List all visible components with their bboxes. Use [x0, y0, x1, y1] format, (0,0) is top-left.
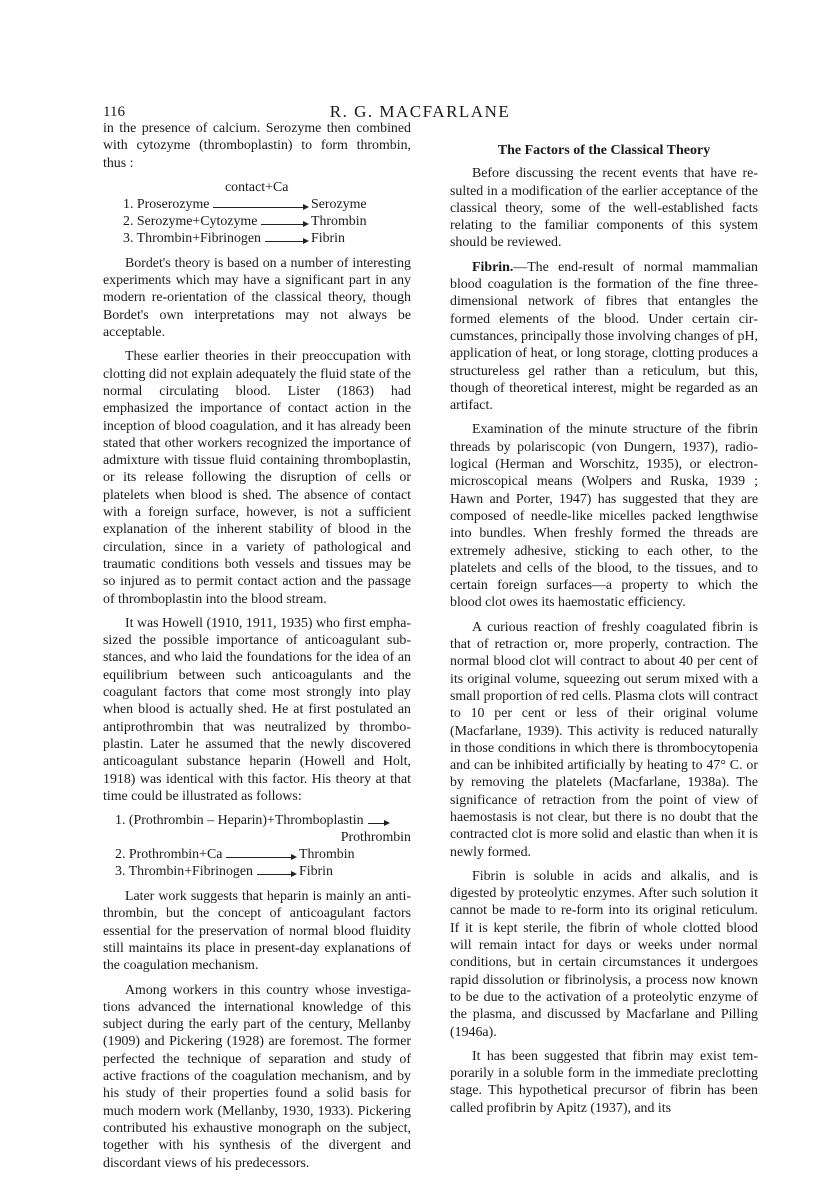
run-in-heading: Fibrin.	[472, 259, 514, 275]
arrow-icon	[368, 823, 388, 824]
scheme-row	[103, 812, 411, 829]
reactants: 2. Prothrombin+Ca	[115, 847, 223, 863]
paragraph-text: —The end-result of normal mammalian blood coagulation is the formation of the fine three-dimensional network of fibres that entangles the formed elements of the blood. Under certain circumstances, principally those involving changes of pH, application of heat, or long storage, clotting produces a structureless gel rather than a reticulum, but this, though of theoretical interest, might be regarded as an artifact.	[450, 259, 758, 414]
paragraph: Later work suggests that heparin is mainly an antithrombin, but the concept of anticoagulant factors essential for the preservation of normal blood fluidity still maintains its place in present-day explanations of the coagulation mechanism.	[103, 889, 411, 974]
scheme-row-continued	[103, 829, 411, 846]
left-column	[103, 120, 411, 1179]
product: Thrombin	[299, 847, 355, 863]
paragraph: Before discussing the recent events that have resulted in a modification of the earlier acceptance of the classical theory, some of the well-established facts relating to the familiar components of this system should be reviewed.	[450, 166, 758, 251]
howell-scheme	[103, 812, 411, 880]
scheme-row	[103, 213, 411, 230]
product: Prothrombin	[340, 830, 411, 846]
arrow-icon	[257, 874, 295, 875]
product: Fibrin	[299, 864, 333, 880]
scheme-row	[103, 863, 411, 880]
product: Fibrin	[311, 230, 345, 246]
reactants: 2. Serozyme+Cytozyme	[123, 213, 258, 229]
paragraph: Examination of the minute structure of the fibrin threads by polariscopic (von Dungern, 1937), radiological (Herman and Worschitz, 1935), or electron-microscopical means (Wolpers and Ruska, 1939 ; Hawn and Porter, 1947) has suggested that they are composed of needle-like micelles packed lengthwise into bundles. When freshly formed the threads are extremely adhesive, sticking to each other, to the platelets and cells of the blood, to the tissues, and to certain foreign surfaces—a property to which the blood clot owes its haemostatic efficiency.	[450, 422, 758, 611]
paragraph: in the presence of calcium. Serozyme then combined with cytozyme (thromboplastin) to form thrombin, thus :	[103, 121, 411, 171]
paragraph: Bordet's theory is based on a number of interesting experiments which may have a significant part in any modern re-orientation of the classical theory, though Bordet's own interpretations may not always be acceptable.	[103, 255, 411, 341]
page-number: 116	[103, 104, 125, 120]
arrow-icon	[226, 857, 295, 858]
bordet-scheme	[103, 179, 411, 247]
paragraph: These earlier theories in their preoccupation with clotting did not explain adequately the fluid state of the normal circulating blood. Lister (1863) had emphasized the importance of contact action in the inception of blood coagulation, and it has already been stated that other workers recognized the importance of admixture with tissue fluid containing thromboplastin, or its release following the disruption of cells or platelets when blood is shed. The absence of contact with a foreign surface, however, is not a sufficient explanation of the inherent stability of blood in the circulation, since in a variety of pathological and traumatic conditions both vessels and tissues may be so injured as to permit contact action and the passage of thromboplastin into the blood stream.	[103, 349, 411, 607]
running-title: R. G. MACFARLANE	[329, 102, 511, 121]
right-column	[450, 142, 758, 1124]
reactants: 3. Thrombin+Fibrinogen	[123, 230, 261, 246]
product: Serozyme	[311, 196, 367, 212]
paragraph: It was Howell (1910, 1911, 1935) who first emphasized the possible importance of anticoagulant substances, and who laid the foundations for the idea of an equilibrium between such anticoagulants and the coagulant factors that come most strongly into play when blood is actually shed. He at first postulated an antiprothrombin that was neutralized by thromboplastin. Later he assumed that the newly discovered anticoagulant substance heparin (Howell and Holt, 1918) was identical with this factor. His theory at that time could be illustrated as follows:	[103, 615, 411, 804]
reactants: 3. Thrombin+Fibrinogen	[115, 864, 253, 880]
product: Thrombin	[311, 213, 367, 229]
scheme-row	[103, 846, 411, 863]
arrow-icon	[261, 224, 307, 225]
paragraph: It has been suggested that fibrin may exist temporarily in a soluble form in the immediate preclotting stage. This hypothetical precursor of fibrin has been called profibrin by Apitz (1937), and its	[450, 1048, 758, 1116]
paragraph: Fibrin is soluble in acids and alkalis, and is digested by proteolytic enzymes. After such solution it cannot be made to re-form into its original reticulum. If it is kept sterile, the fibrin of whole clotted blood will remain intact for days or weeks under normal conditions, but in certain circumstances it undergoes rapid dissolution or fibrinolysis, a process now known to be due to the activation of a proteolytic enzyme of the plasma, and discussed by Macfarlane and Pilling (1946a).	[450, 868, 758, 1040]
arrow-icon	[265, 241, 307, 242]
paragraph-fibrin	[450, 259, 758, 415]
arrow-label: contact+Ca	[225, 179, 289, 195]
arrow-icon	[213, 207, 307, 208]
reactants: 1. Proserozyme	[123, 196, 210, 212]
reactants: 1. (Prothrombin – Heparin)+Thromboplastin	[115, 813, 364, 829]
section-heading: The Factors of the Classical Theory	[497, 143, 711, 158]
scheme-row	[103, 230, 411, 247]
paragraph: Among workers in this country whose investigations advanced the international knowledge of this subject during the early part of the century, Mellanby (1909) and Pickering (1928) are foremost. The former perfected the technique of separation and study of active fractions of the coagulation mechanism, and by his study of their properties found a solid basis for much modern work (Mellanby, 1930, 1933). Pickering contributed his exhaustive monograph on the subject, together with his synthesis of the divergent and discordant views of his predecessors.	[103, 982, 411, 1171]
scheme-row	[103, 196, 411, 213]
paragraph: A curious reaction of freshly coagulated fibrin is that of retraction or, more properly, contraction. The normal blood clot will contract to about 40 per cent of its original volume, squeezing out serum mixed with a small proportion of red cells. Plasma clots will contract to 10 per cent or less of their original volume (Macfarlane, 1939). This activity is reduced naturally in those conditions in which there is thrombocytopenia and can be inhibited artificially by heating to 47° C. or by removing the platelets (Macfarlane, 1938a). The significance of retraction from the point of view of haemostasis is not clear, but there is no doubt that the contracted clot is more solid and elastic than when it is newly formed.	[450, 619, 758, 860]
